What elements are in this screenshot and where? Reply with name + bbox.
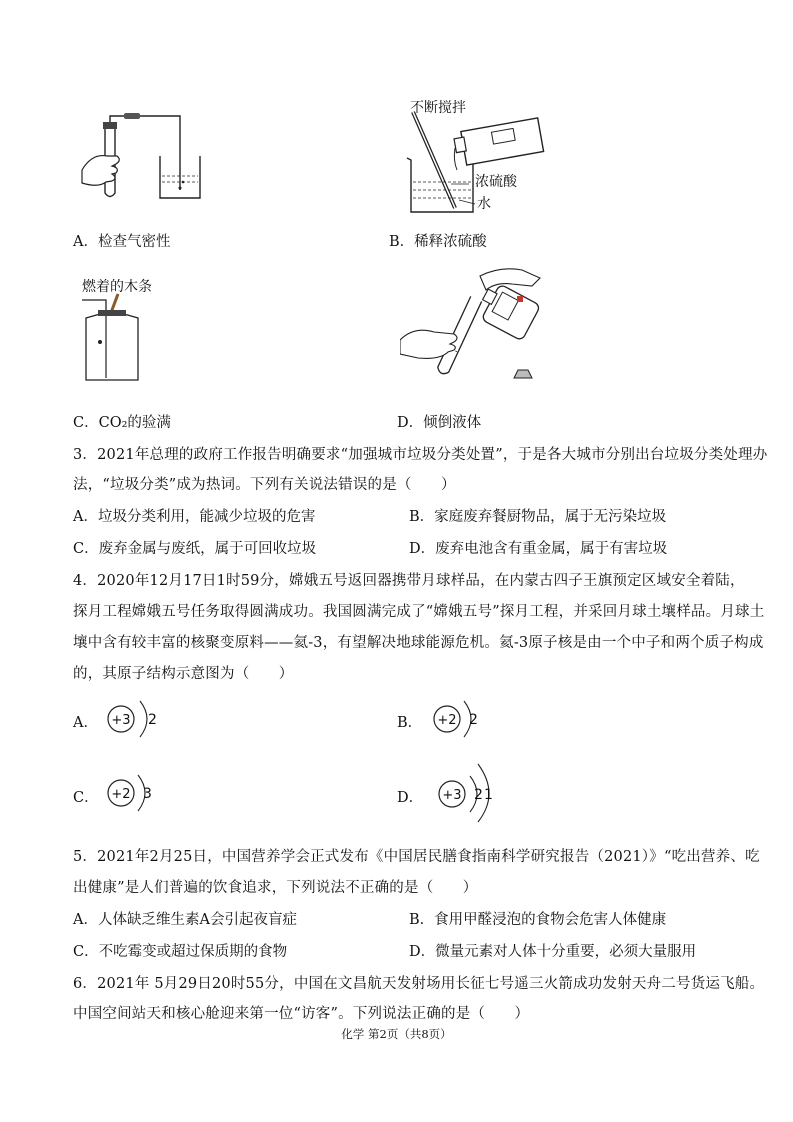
water-label: 水 [477, 196, 491, 212]
q3-stem-line1: 3．2021年总理的政府工作报告明确要求“加强城市垃圾分类处置”，于是各大城市分别出台垃圾分类处理办 [73, 447, 768, 463]
q3-option-c[interactable]: C．废弃金属与废纸，属于可回收垃圾 [73, 541, 317, 557]
q4-option-a-letter[interactable]: A． [73, 715, 98, 731]
q4-option-b-letter[interactable]: B． [397, 715, 423, 731]
q4-option-d-atom[interactable] [436, 760, 506, 824]
q4-stem-line2: 探月工程嫦娥五号任务取得圆满成功。我国圆满完成了“嫦娥五号”探月工程，并采回月球土壤样品。月球土 [73, 604, 765, 620]
dilute-acid-figure [395, 100, 545, 218]
q4-option-a-atom[interactable] [106, 698, 166, 744]
q4-option-c-atom[interactable] [106, 772, 166, 818]
q4-c-shell-1: 3 [143, 786, 152, 802]
q6-stem-line1: 6．2021年 5月29日20时55分，中国在文昌航天发射场用长征七号遥三火箭成功发射天舟二号货运飞船。 [73, 976, 765, 992]
q4-stem-line3: 壤中含有较丰富的核聚变原料——氦-3，有望解决地球能源危机。氦-3原子核是由一个中子和两个质子构成 [73, 635, 764, 651]
q4-stem-line1: 4．2020年12月17日1时59分，嫦娥五号返回器携带月球样品，在内蒙古四子王旗预定区域安全着陆， [73, 573, 745, 589]
q5-option-c[interactable]: C．不吃霉变或超过保质期的食物 [73, 944, 288, 960]
stir-label: 不断搅拌 [410, 100, 466, 116]
q4-d-shell-2: 1 [484, 787, 493, 803]
q4-d-shell-1: 2 [474, 787, 483, 803]
q2-option-d[interactable]: D．倾倒液体 [397, 415, 482, 431]
q5-option-b[interactable]: B．食用甲醛浸泡的食物会危害人体健康 [409, 912, 667, 928]
q4-b-nucleus: +2 [437, 713, 457, 728]
q3-stem-line2: 法，“垃圾分类”成为热词。下列有关说法错误的是（ ） [73, 477, 456, 493]
acid-label: 浓硫酸 [475, 174, 517, 190]
co2-check-figure [80, 292, 150, 382]
q3-option-d[interactable]: D．废弃电池含有重金属，属于有害垃圾 [409, 541, 668, 557]
q4-option-b-atom[interactable] [432, 698, 492, 744]
q3-option-b[interactable]: B．家庭废弃餐厨物品，属于无污染垃圾 [409, 509, 667, 525]
q4-a-shell-1: 2 [148, 712, 157, 728]
q4-d-nucleus: +3 [442, 788, 462, 803]
q4-option-d-letter[interactable]: D． [397, 790, 424, 806]
q2-option-b[interactable]: B．稀释浓硫酸 [389, 234, 487, 250]
q5-stem-line2: 出健康”是人们普遍的饮食追求，下列说法不正确的是（ ） [73, 880, 478, 896]
q4-a-nucleus: +3 [111, 713, 131, 728]
page-footer: 化学 第2页（共8页） [341, 1027, 452, 1041]
q3-option-a[interactable]: A．垃圾分类利用，能减少垃圾的危害 [73, 509, 316, 525]
burning-stick-label: 燃着的木条 [82, 279, 152, 295]
pour-liquid-figure [400, 262, 550, 392]
q5-option-d[interactable]: D．微量元素对人体十分重要，必须大量服用 [409, 944, 697, 960]
q6-stem-line2: 中国空间站天和核心舱迎来第一位“访客”。下列说法正确的是（ ） [73, 1006, 530, 1022]
q4-option-c-letter[interactable]: C． [73, 790, 99, 806]
q2-option-a[interactable]: A．检查气密性 [73, 234, 171, 250]
q2-option-c[interactable]: C．CO₂的验满 [73, 415, 171, 431]
q5-option-a[interactable]: A．人体缺乏维生素A会引起夜盲症 [73, 912, 297, 928]
q4-stem-line4: 的，其原子结构示意图为（ ） [73, 666, 294, 682]
q4-b-shell-1: 2 [469, 712, 478, 728]
q5-stem-line1: 5．2021年2月25日，中国营养学会正式发布《中国居民膳食指南科学研究报告（2021）》“吃出营养、吃 [73, 849, 760, 865]
q4-c-nucleus: +2 [111, 787, 131, 802]
airtightness-apparatus-figure [72, 108, 207, 208]
